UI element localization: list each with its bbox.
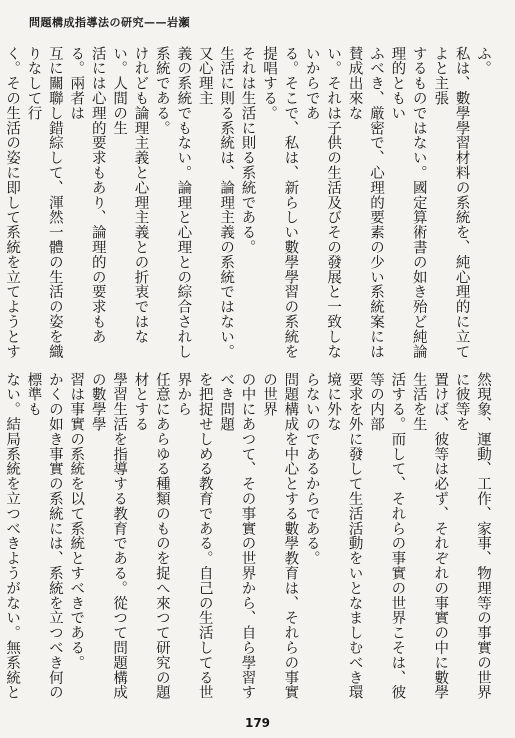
text-line: 互に關聯し錯綜して、渾然一體の生活の姿を織りなして行 [25, 46, 63, 359]
text-line: ない。結局系統を立つべきようがない。無系統と [4, 372, 21, 700]
text-line: ふ。 [475, 46, 491, 76]
text-line: 任意にあらゆる種類のものを捉へ來つて研究の題材とする [132, 372, 170, 700]
text-line: 義の系統でもない。論理と心理との綜合されし系統である。 [153, 46, 192, 359]
text-line: 然現象、運動、工作、家事、物理等の事實の世界に彼等を [453, 372, 491, 700]
text-line: 置けば、彼等は必ず、それぞれの事實の中に數學生活を生 [410, 372, 449, 700]
text-line: 學習生活を指導する教育である。從つて問題構成の數學學 [89, 372, 128, 700]
text-line: 活する。而して、それらの事實の世界こそは、彼等の内部 [367, 372, 406, 700]
text-line: 習は事實の系統を以て系統とすべきである。 [68, 372, 85, 670]
text-line: それは生活に則る系統である。 [239, 46, 256, 255]
running-header: 問題構成指導法の研究——岩瀬 [29, 16, 190, 29]
text-line: 生活に則る系統は、論理主義の系統ではない。又心理主 [196, 46, 235, 359]
text-line: い。それは子供の生活及びその發展と一致しないからであ [303, 46, 342, 359]
text-line: らないのであるからである。 [303, 372, 320, 566]
text-line: 活には心理的要求もあり、論理的の要求もある。兩者は [68, 46, 106, 344]
page-number: 179 [244, 716, 271, 730]
text-line: の中にあつて、その事實の世界から、自ら學習すべき問題 [218, 372, 256, 700]
text-line: 問題構成を中心とする數學教育は、それらの事實の世界 [260, 372, 299, 700]
text-line: を把捉せしめる教育である。自己の生活してる世界から [175, 372, 213, 700]
text-line: ふべき、厳密で、心理的要素の少い系統案には賛成出來な [346, 46, 384, 359]
text-line: かくの如き事實の系統には、系統を立つべき何の標準も [25, 372, 63, 700]
text-line: 私は、數學學習材料の系統を、純心理的に立てよと主張 [432, 46, 470, 359]
text-line: る。そこで、私は、新らしい數學學習の系統を提唱する。 [260, 46, 299, 359]
upper-text-block [4, 46, 493, 366]
text-line: く。その生活の姿に即して系統を立てようとす [4, 46, 21, 359]
text-line: するものではない。國定算術書の如き殆ど純論理的ともい [389, 46, 427, 359]
text-line: けれども論理主義と心理主義との折衷ではない。人間の生 [111, 46, 149, 344]
lower-text-block [4, 372, 493, 712]
text-line: 要求を外に發して生活活動をいとなましむべき環境に外な [325, 372, 363, 700]
